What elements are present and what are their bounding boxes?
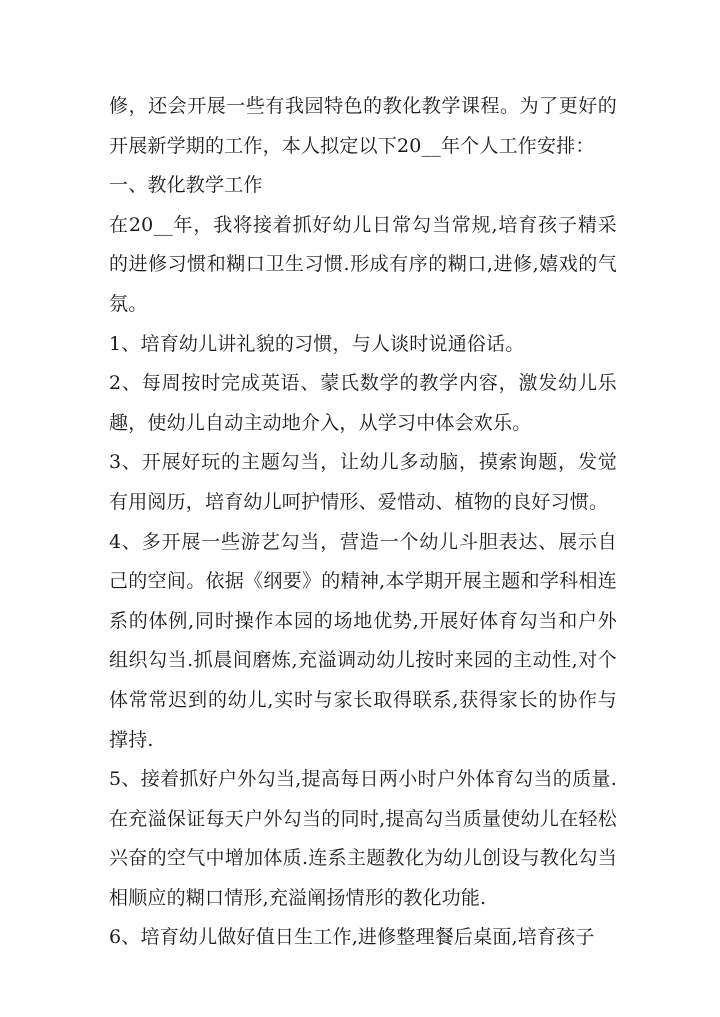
- list-item-2: 2、每周按时完成英语、蒙氏数学的教学内容，激发幼儿乐趣，使幼儿自动主动地介入，从学习中体会欢乐。: [109, 372, 617, 434]
- list-item-4: 4、多开展一些游艺勾当，营造一个幼儿斗胆表达、展示自己的空间。依据《纲要》的精神,本学期开展主题和学科相连系的体例,同时操作本园的场地优势,开展好体育勾当和户外组织勾当.抓晨间磨炼,充溢调动幼儿按时来园的主动性,对个体常常迟到的幼儿,实时与家长取得联系,获得家长的协作与撑持.: [109, 530, 617, 751]
- section-heading-teaching: 一、教化教学工作: [109, 174, 263, 197]
- list-item-6: 6、培育幼儿做好值日生工作,进修整理餐后桌面,培育孩子: [109, 926, 595, 949]
- document-body: [109, 87, 617, 958]
- paragraph-intro: 修，还会开展一些有我园特色的教化教学课程。为了更好的开展新学期的工作，本人拟定以下20__年个人工作安排：: [109, 95, 617, 157]
- list-item-5: 5、接着抓好户外勾当,提高每日两小时户外体育勾当的质量.在充溢保证每天户外勾当的同时,提高勾当质量使幼儿在轻松兴奋的空气中增加体质.连系主题教化为幼儿创设与教化勾当相顺应的糊口情形,充溢阐扬情形的教化功能.: [109, 768, 617, 909]
- paragraph-routine: 在20__年，我将接着抓好幼儿日常勾当常规,培育孩子精采的进修习惯和糊口卫生习惯.形成有序的糊口,进修,嬉戏的气氛。: [109, 213, 617, 315]
- list-item-3: 3、开展好玩的主题勾当，让幼儿多动脑，摸索询题，发觉有用阅历，培育幼儿呵护情形、爱惜动、植物的良好习惯。: [109, 451, 617, 513]
- list-item-1: 1、培育幼儿讲礼貌的习惯，与人谈时说通俗话。: [109, 332, 525, 355]
